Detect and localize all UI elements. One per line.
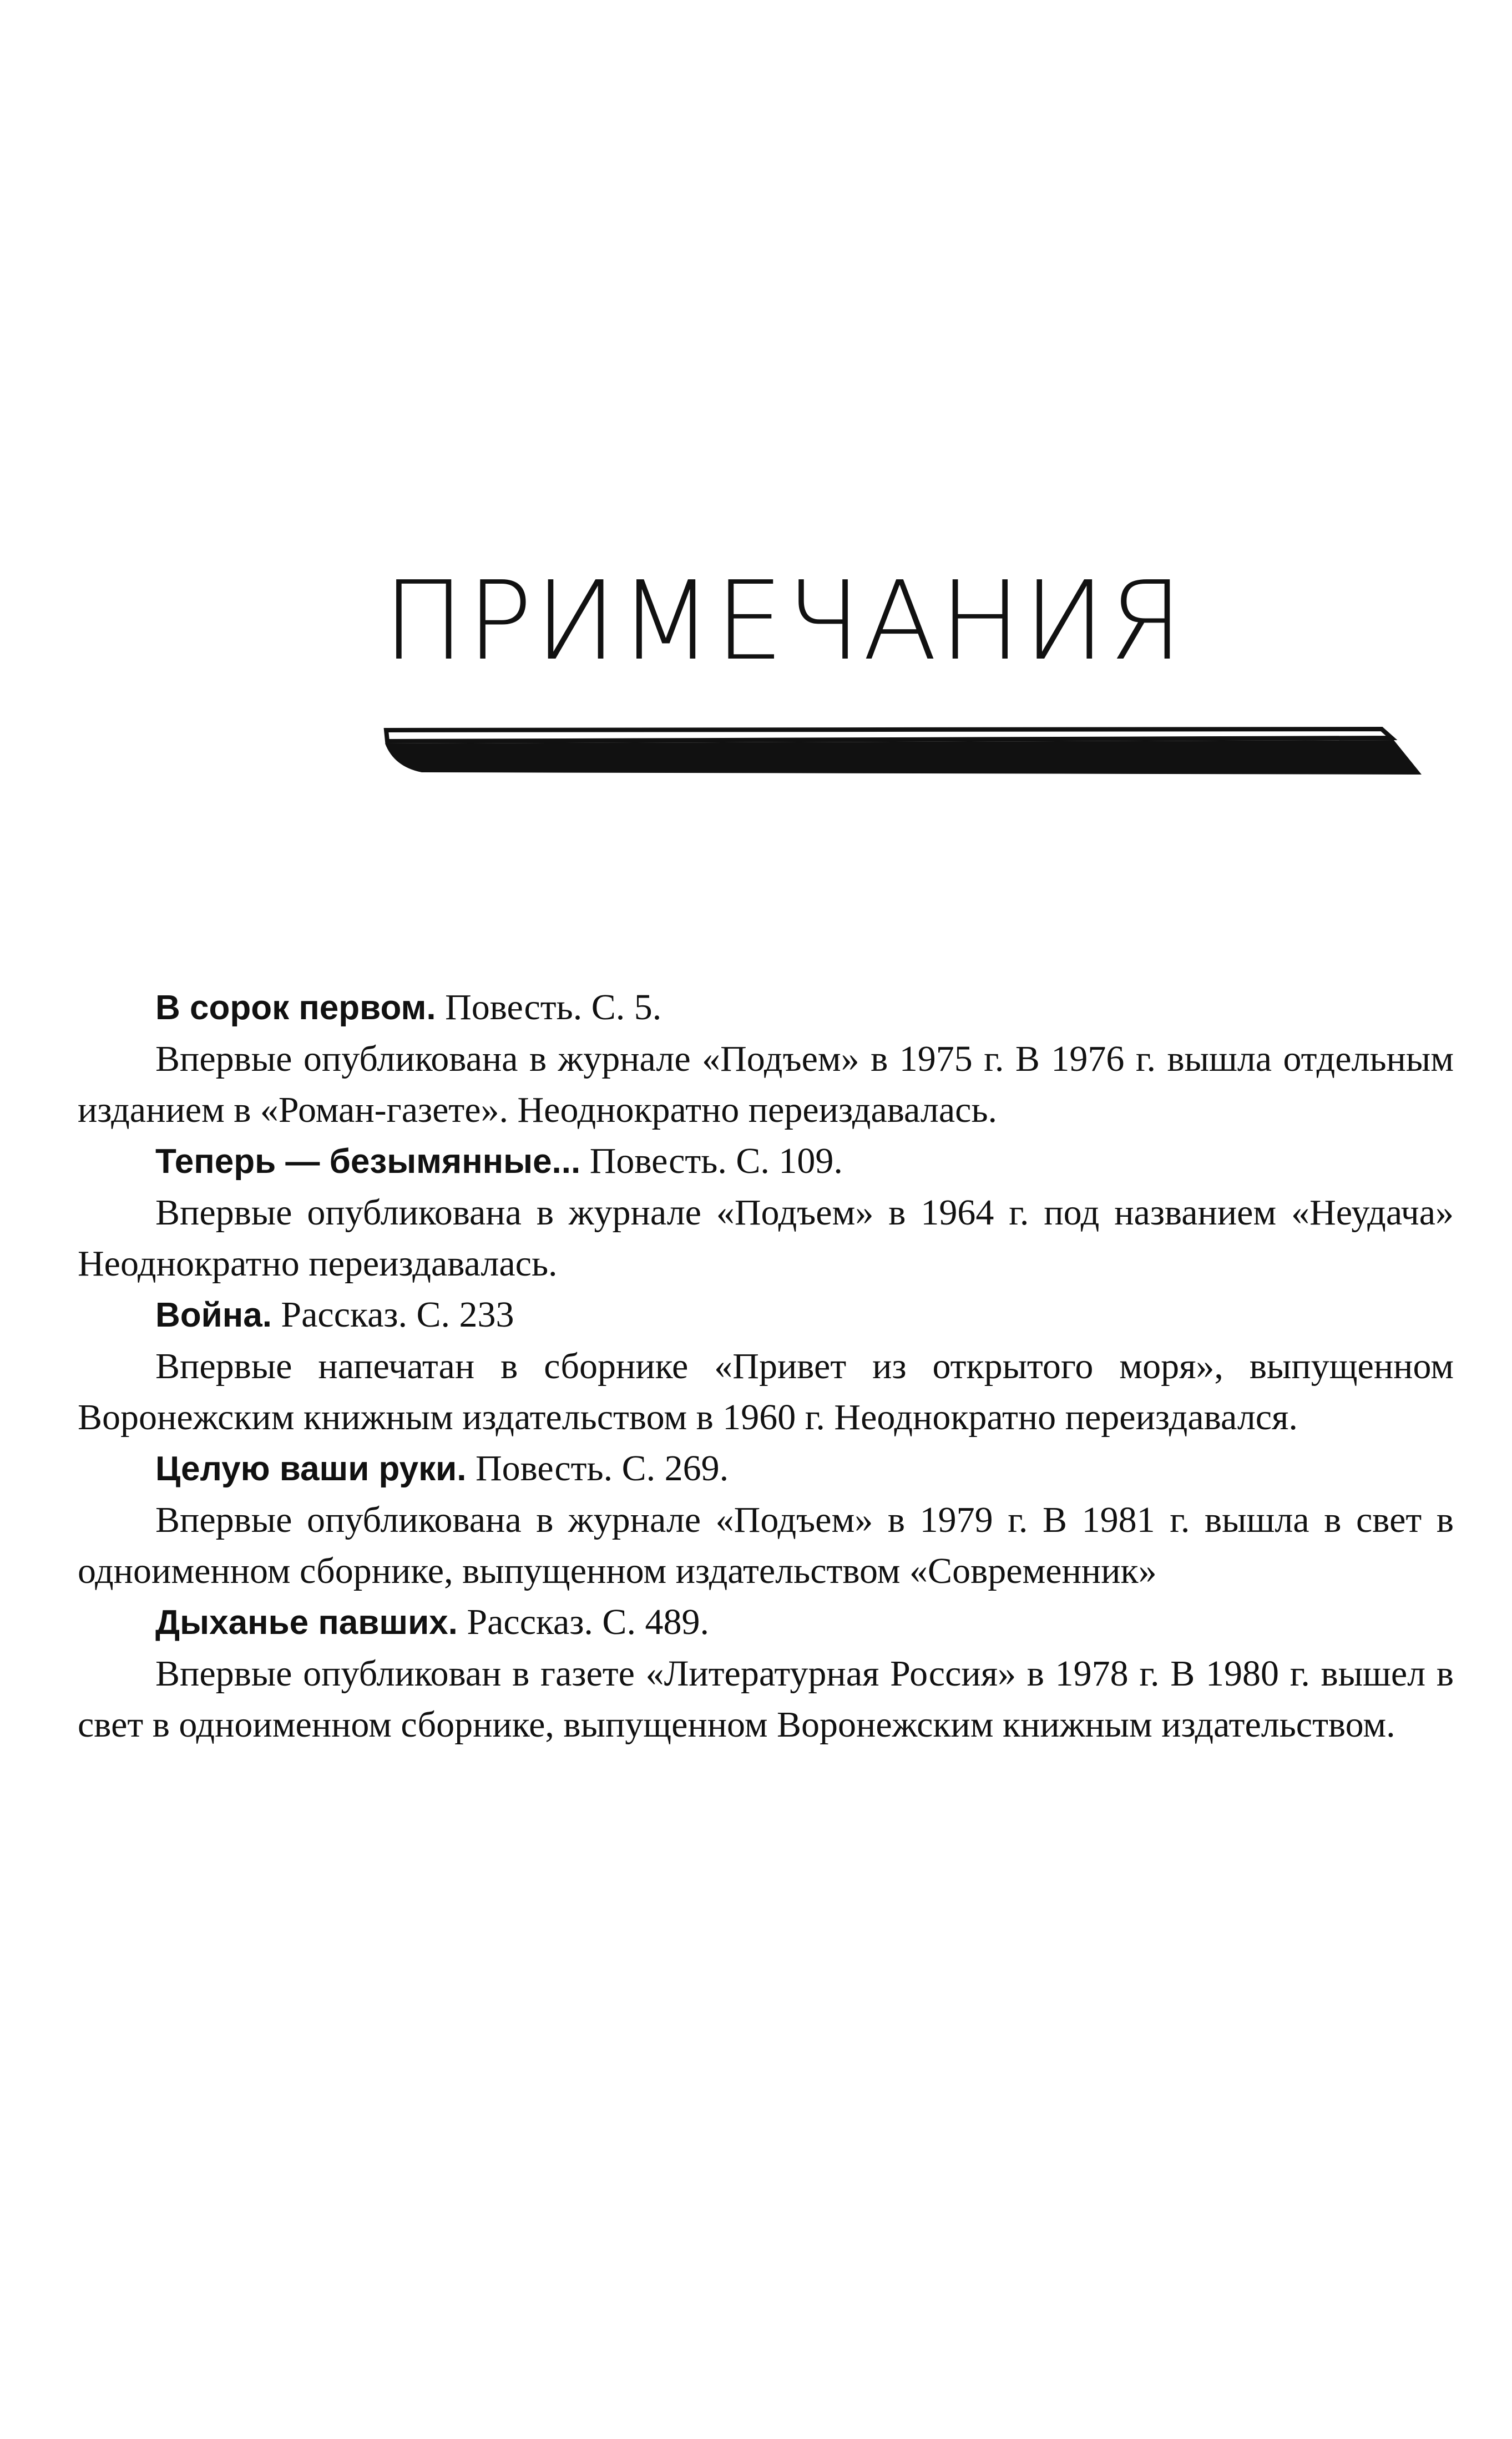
work-title: Теперь — безымянные... [155, 1142, 581, 1181]
note-text: Впервые опубликована в журнале «Подъем» в 1975 г. В 1976 г. вышла отдельным изданием в «Роман-газете». Неоднократно переиздавалась. [78, 1039, 1454, 1130]
work-title: Целую ваши руки. [155, 1450, 467, 1488]
note-text: Впервые опубликована в журнале «Подъем» в 1979 г. В 1981 г. вышла в свет в одноименном сборнике, выпущенном издательством «Современник» [78, 1500, 1454, 1591]
note-title-line [78, 982, 1454, 1034]
note-text: Впервые опубликована в журнале «Подъем» в 1964 г. под названием «Неудача» Неоднократно переиздавалась. [78, 1192, 1454, 1284]
work-ref: Повесть. С. 5. [445, 987, 662, 1028]
work-ref: Повесть. С. 109. [589, 1141, 843, 1181]
work-title: Дыханье павших. [155, 1603, 458, 1642]
section-title: ПРИМЕЧАНИЯ [383, 558, 1186, 685]
notes-list [78, 982, 1454, 1750]
decorative-rule [383, 721, 1426, 782]
work-ref: Рассказ. С. 233 [281, 1294, 514, 1335]
work-title: В сорок первом. [155, 989, 436, 1027]
note-text: Впервые опубликован в газете «Литературная Россия» в 1978 г. В 1980 г. вышел в свет в одноименном сборнике, выпущенном Воронежским книжным издательством. [78, 1653, 1454, 1745]
work-ref: Повесть. С. 269. [475, 1448, 729, 1489]
note-title-line [78, 1443, 1454, 1495]
work-ref: Рассказ. С. 489. [467, 1602, 709, 1642]
note-title-line [78, 1597, 1454, 1648]
note-text: Впервые напечатан в сборнике «Привет из открытого моря», выпущенном Воронежским книжным издательством в 1960 г. Неоднократно переиздавался. [78, 1346, 1454, 1438]
work-title: Война. [155, 1296, 272, 1334]
note-title-line [78, 1289, 1454, 1341]
note-title-line [78, 1136, 1454, 1187]
